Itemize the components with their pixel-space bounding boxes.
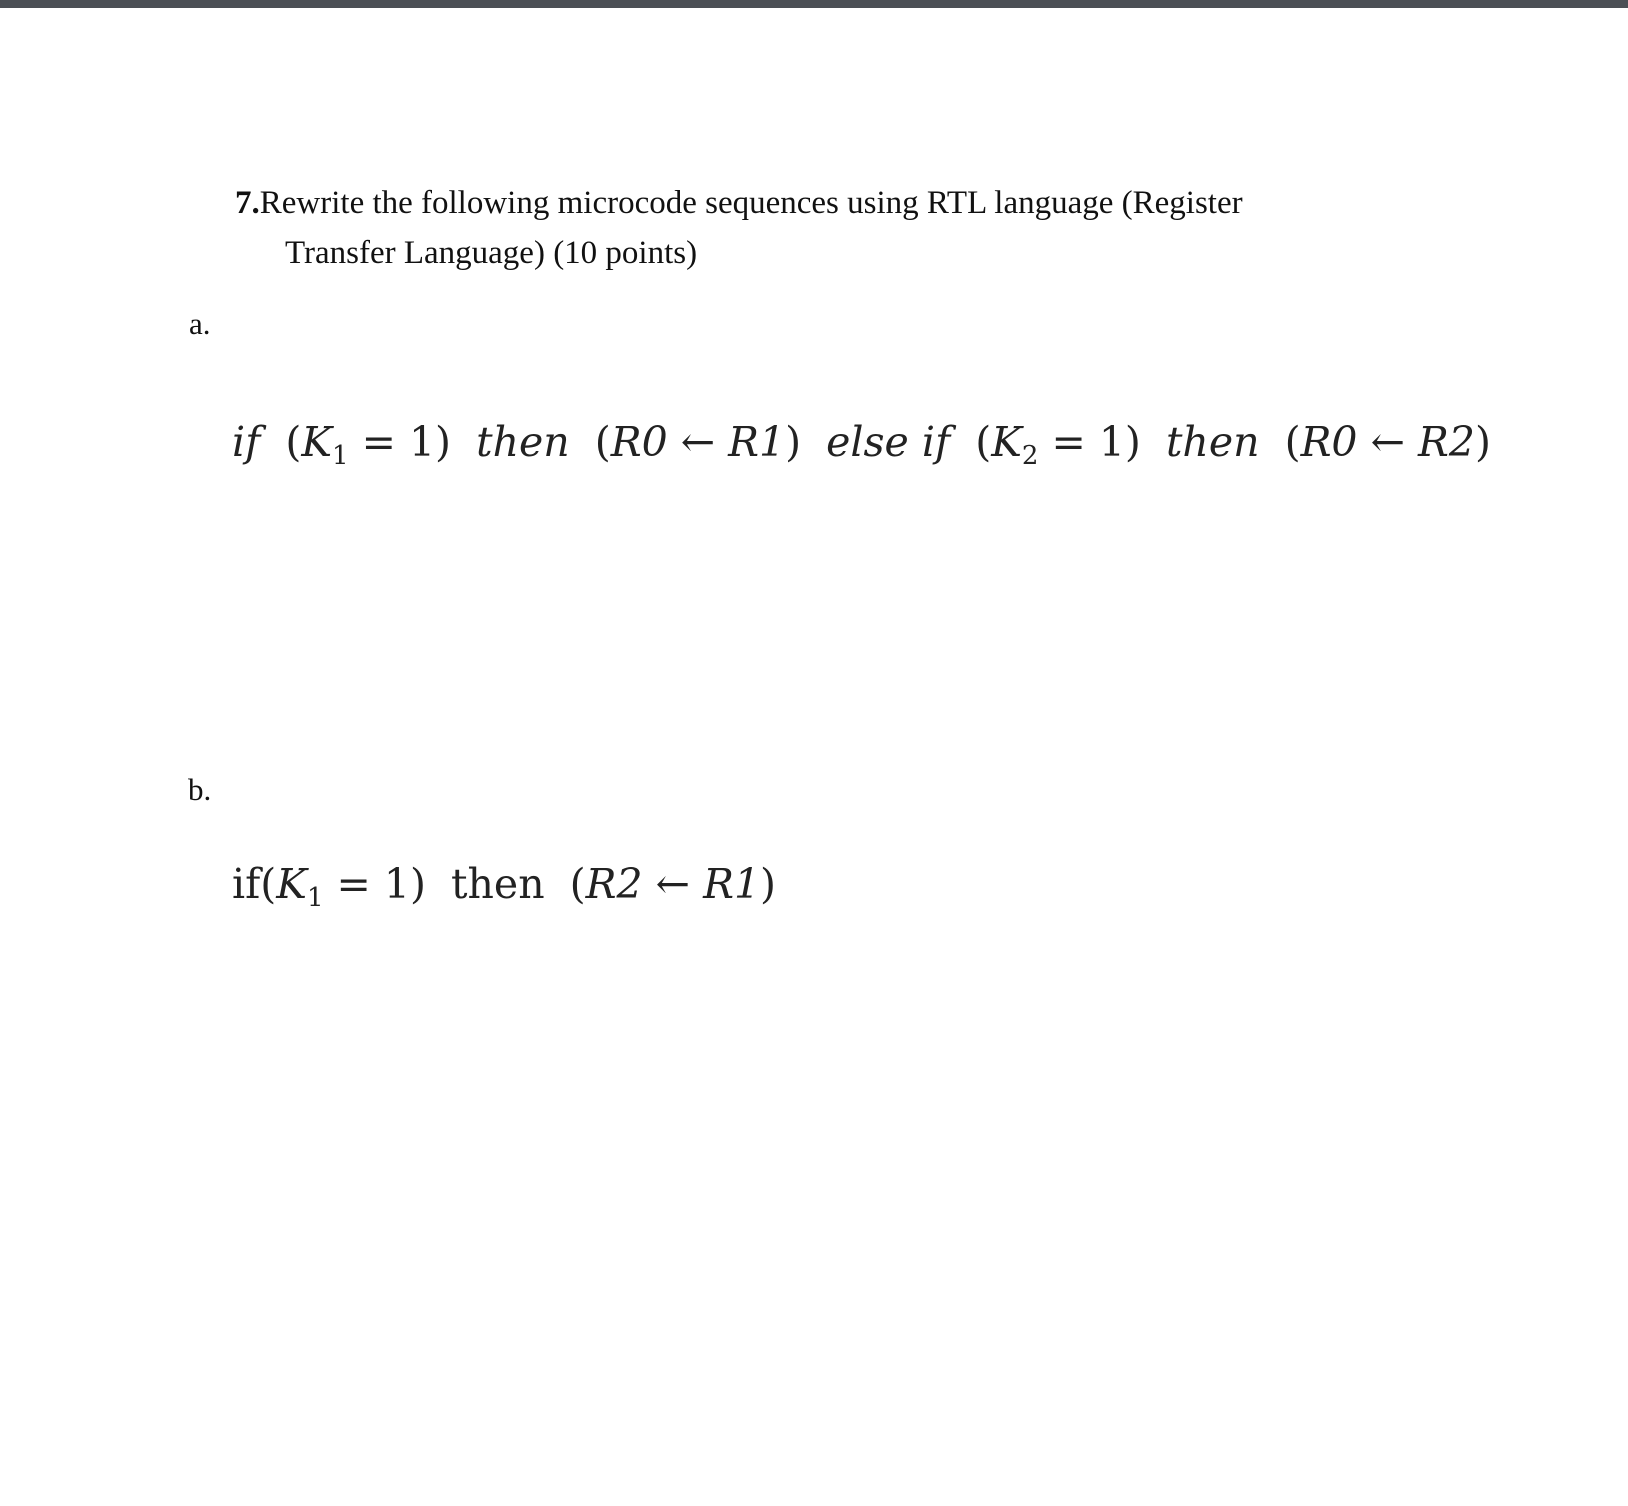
b-assign-src: R1 (703, 860, 761, 908)
kw-else: else (826, 418, 909, 466)
kw-if2: if (921, 418, 951, 466)
assign1-dest: R0 (610, 418, 668, 466)
b-kw-then: then (451, 860, 545, 908)
kw-then: then (476, 418, 570, 466)
arrow-2: ← (1370, 418, 1405, 466)
cond1-var: K (301, 418, 332, 466)
b-cond-sub: 1 (306, 883, 324, 913)
question-text-line2: Transfer Language) (10 points) (285, 235, 698, 271)
assign2-src: R2 (1417, 418, 1475, 466)
assign1-src: R1 (728, 418, 786, 466)
question-number: 7. (235, 185, 260, 221)
kw-then2: then (1165, 418, 1260, 466)
part-b-expression: $if(K_1 = 1)$ then (R2 ← R1) (232, 860, 777, 913)
part-a-expression: if $(K_1 = 1)$ then (R0 ← R1) else if $(K_2 = 1)$ then (R0 ← R2) (232, 418, 1491, 471)
question-text-line1: Rewrite the following microcode sequences using RTL language (Register (259, 185, 1243, 221)
b-kw-if: if (232, 860, 261, 908)
assign2-dest: R0 (1300, 418, 1358, 466)
b-cond-var: K (276, 860, 307, 908)
arrow-1: ← (680, 418, 716, 466)
b-arrow: ← (655, 860, 691, 908)
cond2-var: K (991, 418, 1022, 466)
question-prompt (235, 178, 1395, 278)
cond2-sub: 2 (1021, 441, 1039, 471)
part-a-label: a. (189, 306, 211, 341)
kw-if: if (232, 418, 261, 466)
cond2-rhs: = 1) (1051, 418, 1141, 466)
viewer-top-bar (0, 0, 1628, 8)
b-assign-dest: R2 (585, 860, 643, 908)
cond1-sub: 1 (331, 441, 349, 471)
cond1-rhs: = 1) (361, 418, 452, 466)
part-b-label: b. (188, 772, 212, 807)
b-cond-rhs: = 1) (336, 860, 426, 908)
